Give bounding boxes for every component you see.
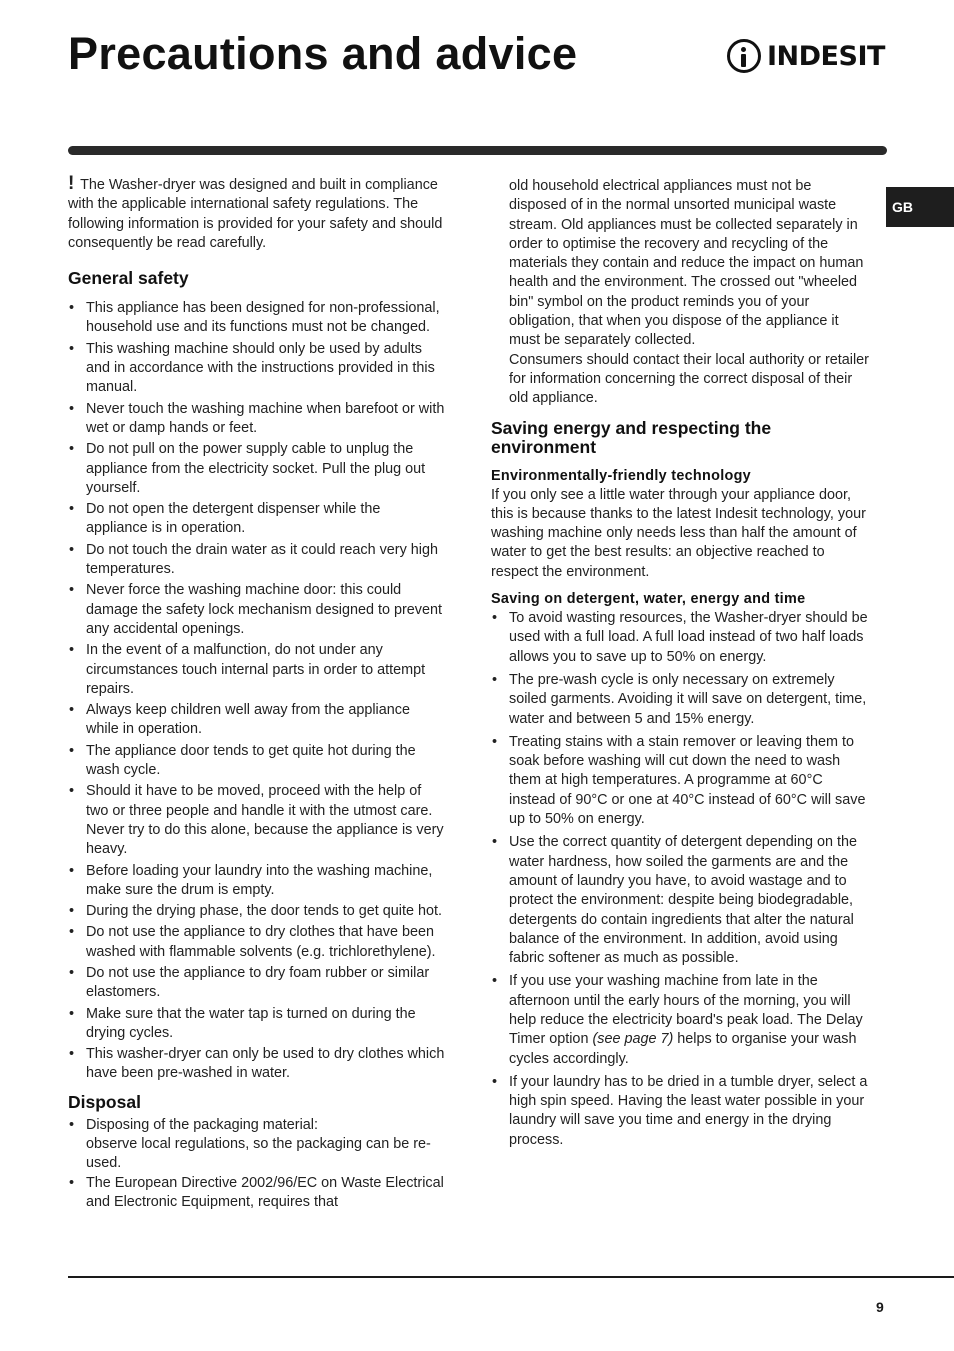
- packaging-text: observe local regulations, so the packaging can be re-used.: [86, 1136, 431, 1172]
- left-column: [68, 174, 446, 1212]
- list-item: [68, 1116, 446, 1174]
- saving-energy-heading: Saving energy and respecting the environment: [491, 417, 772, 457]
- consumers-text: Consumers should contact their local authority or retailer for information concerning the correct disposal of their old appliance.: [509, 351, 869, 407]
- list-item: • During the drying phase, the door tends to get quite hot.: [68, 902, 446, 921]
- list-item: • Treating stains with a stain remover or leaving them to soak before washing will cut down the need to wash them at high temperatures. A programme at 60°C instead of 90°C or one at 40°C instead of 60°C will save up to 50% on energy.: [491, 733, 869, 829]
- list-item: • Before loading your laundry into the washing machine, make sure the drum is empty.: [68, 862, 446, 901]
- language-tab: GB: [886, 187, 954, 227]
- list-item: • Do not touch the drain water as it could reach very high temperatures.: [68, 541, 446, 580]
- eco-technology-text: If you only see a little water through your appliance door, this is because thanks to the latest Indesit technology, your washing machine only needs less than half the amount of water to get the best results: an objective reached to respect the environment.: [491, 486, 866, 580]
- general-safety-list: [68, 299, 446, 1084]
- list-item: • This appliance has been designed for non-professional, household use and its functions must not be changed.: [68, 299, 446, 338]
- footer-divider: [68, 1276, 954, 1278]
- list-item: • The appliance door tends to get quite hot during the wash cycle.: [68, 742, 446, 781]
- list-item: • The European Directive 2002/96/EC on Waste Electrical and Electronic Equipment, requires that: [68, 1174, 446, 1213]
- packaging-title: Disposing of the packaging material:: [86, 1116, 318, 1133]
- warning-mark: !: [68, 173, 75, 194]
- list-item: • Do not pull on the power supply cable to unplug the appliance from the electricity socket. Pull the plug out yourself.: [68, 440, 446, 498]
- list-item: • To avoid wasting resources, the Washer-dryer should be used with a full load. A full load instead of two half loads allows you to save up to 50% on energy.: [491, 609, 869, 667]
- list-item: • Do not use the appliance to dry foam rubber or similar elastomers.: [68, 964, 446, 1003]
- logo-wordmark: INDESIT: [767, 40, 885, 72]
- page-number: 9: [876, 1299, 884, 1315]
- list-item: • Never force the washing machine door: this could damage the safety lock mechanism designed to prevent any accidental openings.: [68, 581, 446, 639]
- list-item: • Make sure that the water tap is turned on during the drying cycles.: [68, 1005, 446, 1044]
- saving-list: [491, 609, 869, 1150]
- list-item: • If your laundry has to be dried in a tumble dryer, select a high spin speed. Having the least water possible in your laundry will save you time and energy in the drying process.: [491, 1073, 869, 1150]
- disposal-heading: Disposal: [68, 1091, 141, 1112]
- right-column: [491, 177, 869, 1150]
- list-item: • The pre-wash cycle is only necessary on extremely soiled garments. Avoiding it will save on detergent, time, water and between 5 and 15% energy.: [491, 671, 869, 729]
- disposal-list: [68, 1116, 446, 1212]
- list-item: [491, 972, 869, 1068]
- list-item: • Never touch the washing machine when barefoot or with wet or damp hands or feet.: [68, 400, 446, 439]
- saving-subheading: Saving on detergent, water, energy and time: [491, 591, 806, 608]
- eco-technology-heading: Environmentally-friendly technology: [491, 467, 751, 484]
- list-item: • Do not open the detergent dispenser while the appliance is in operation.: [68, 500, 446, 539]
- list-item: • This washing machine should only be used by adults and in accordance with the instructions provided in this manual.: [68, 340, 446, 398]
- list-item: • Should it have to be moved, proceed with the help of two or three people and handle it with the utmost care. Never try to do this alone, because the appliance is very heavy.: [68, 782, 446, 859]
- list-item: • Do not use the appliance to dry clothes that have been washed with flammable solvents (e.g. trichlorethylene).: [68, 923, 446, 962]
- info-i-logo-icon: [727, 39, 761, 73]
- weee-continued-text: old household electrical appliances must not be disposed of in the normal unsorted municipal waste stream. Old appliances must be collected separately in order to optimise the recovery and recycling of the materials they contain and reduce the impact on human health and the environment. The crossed out "wheeled bin" symbol on the product reminds you of your obligation, that when you dispose of the appliance it must be separately collected.: [509, 178, 864, 349]
- header-divider: [68, 146, 887, 155]
- delay-timer-text-end: helps to organise your wash cycles accordingly.: [509, 1031, 857, 1067]
- intro-paragraph: [68, 174, 446, 253]
- intro-text: The Washer-dryer was designed and built in compliance with the applicable international safety regulations. The following information is provided for your safety and should consequently be read carefully.: [68, 177, 443, 251]
- delay-timer-text: If you use your washing machine from late in the afternoon until the early hours of the morning, you will help reduce the electricity board's peak load. The Delay Timer option: [509, 973, 863, 1048]
- list-item: • In the event of a malfunction, do not under any circumstances touch internal parts in order to attempt repairs.: [68, 641, 446, 699]
- list-item: • This washer-dryer can only be used to dry clothes which have been pre-washed in water.: [68, 1045, 446, 1084]
- page-title: Precautions and advice: [68, 28, 578, 79]
- general-safety-heading: General safety: [68, 268, 189, 289]
- indesit-logo: [727, 36, 887, 76]
- page-reference: (see page 7): [592, 1031, 674, 1048]
- list-item: • Always keep children well away from the appliance while in operation.: [68, 701, 446, 740]
- list-item: • Use the correct quantity of detergent depending on the water hardness, how soiled the garments are and the amount of laundry you have, to avoid wastage and to protect the environment: despite being biodegradable, detergents do contain ingredients that alter the natural balance of the environment. In addition, avoid using fabric softener as much as possible.: [491, 833, 869, 968]
